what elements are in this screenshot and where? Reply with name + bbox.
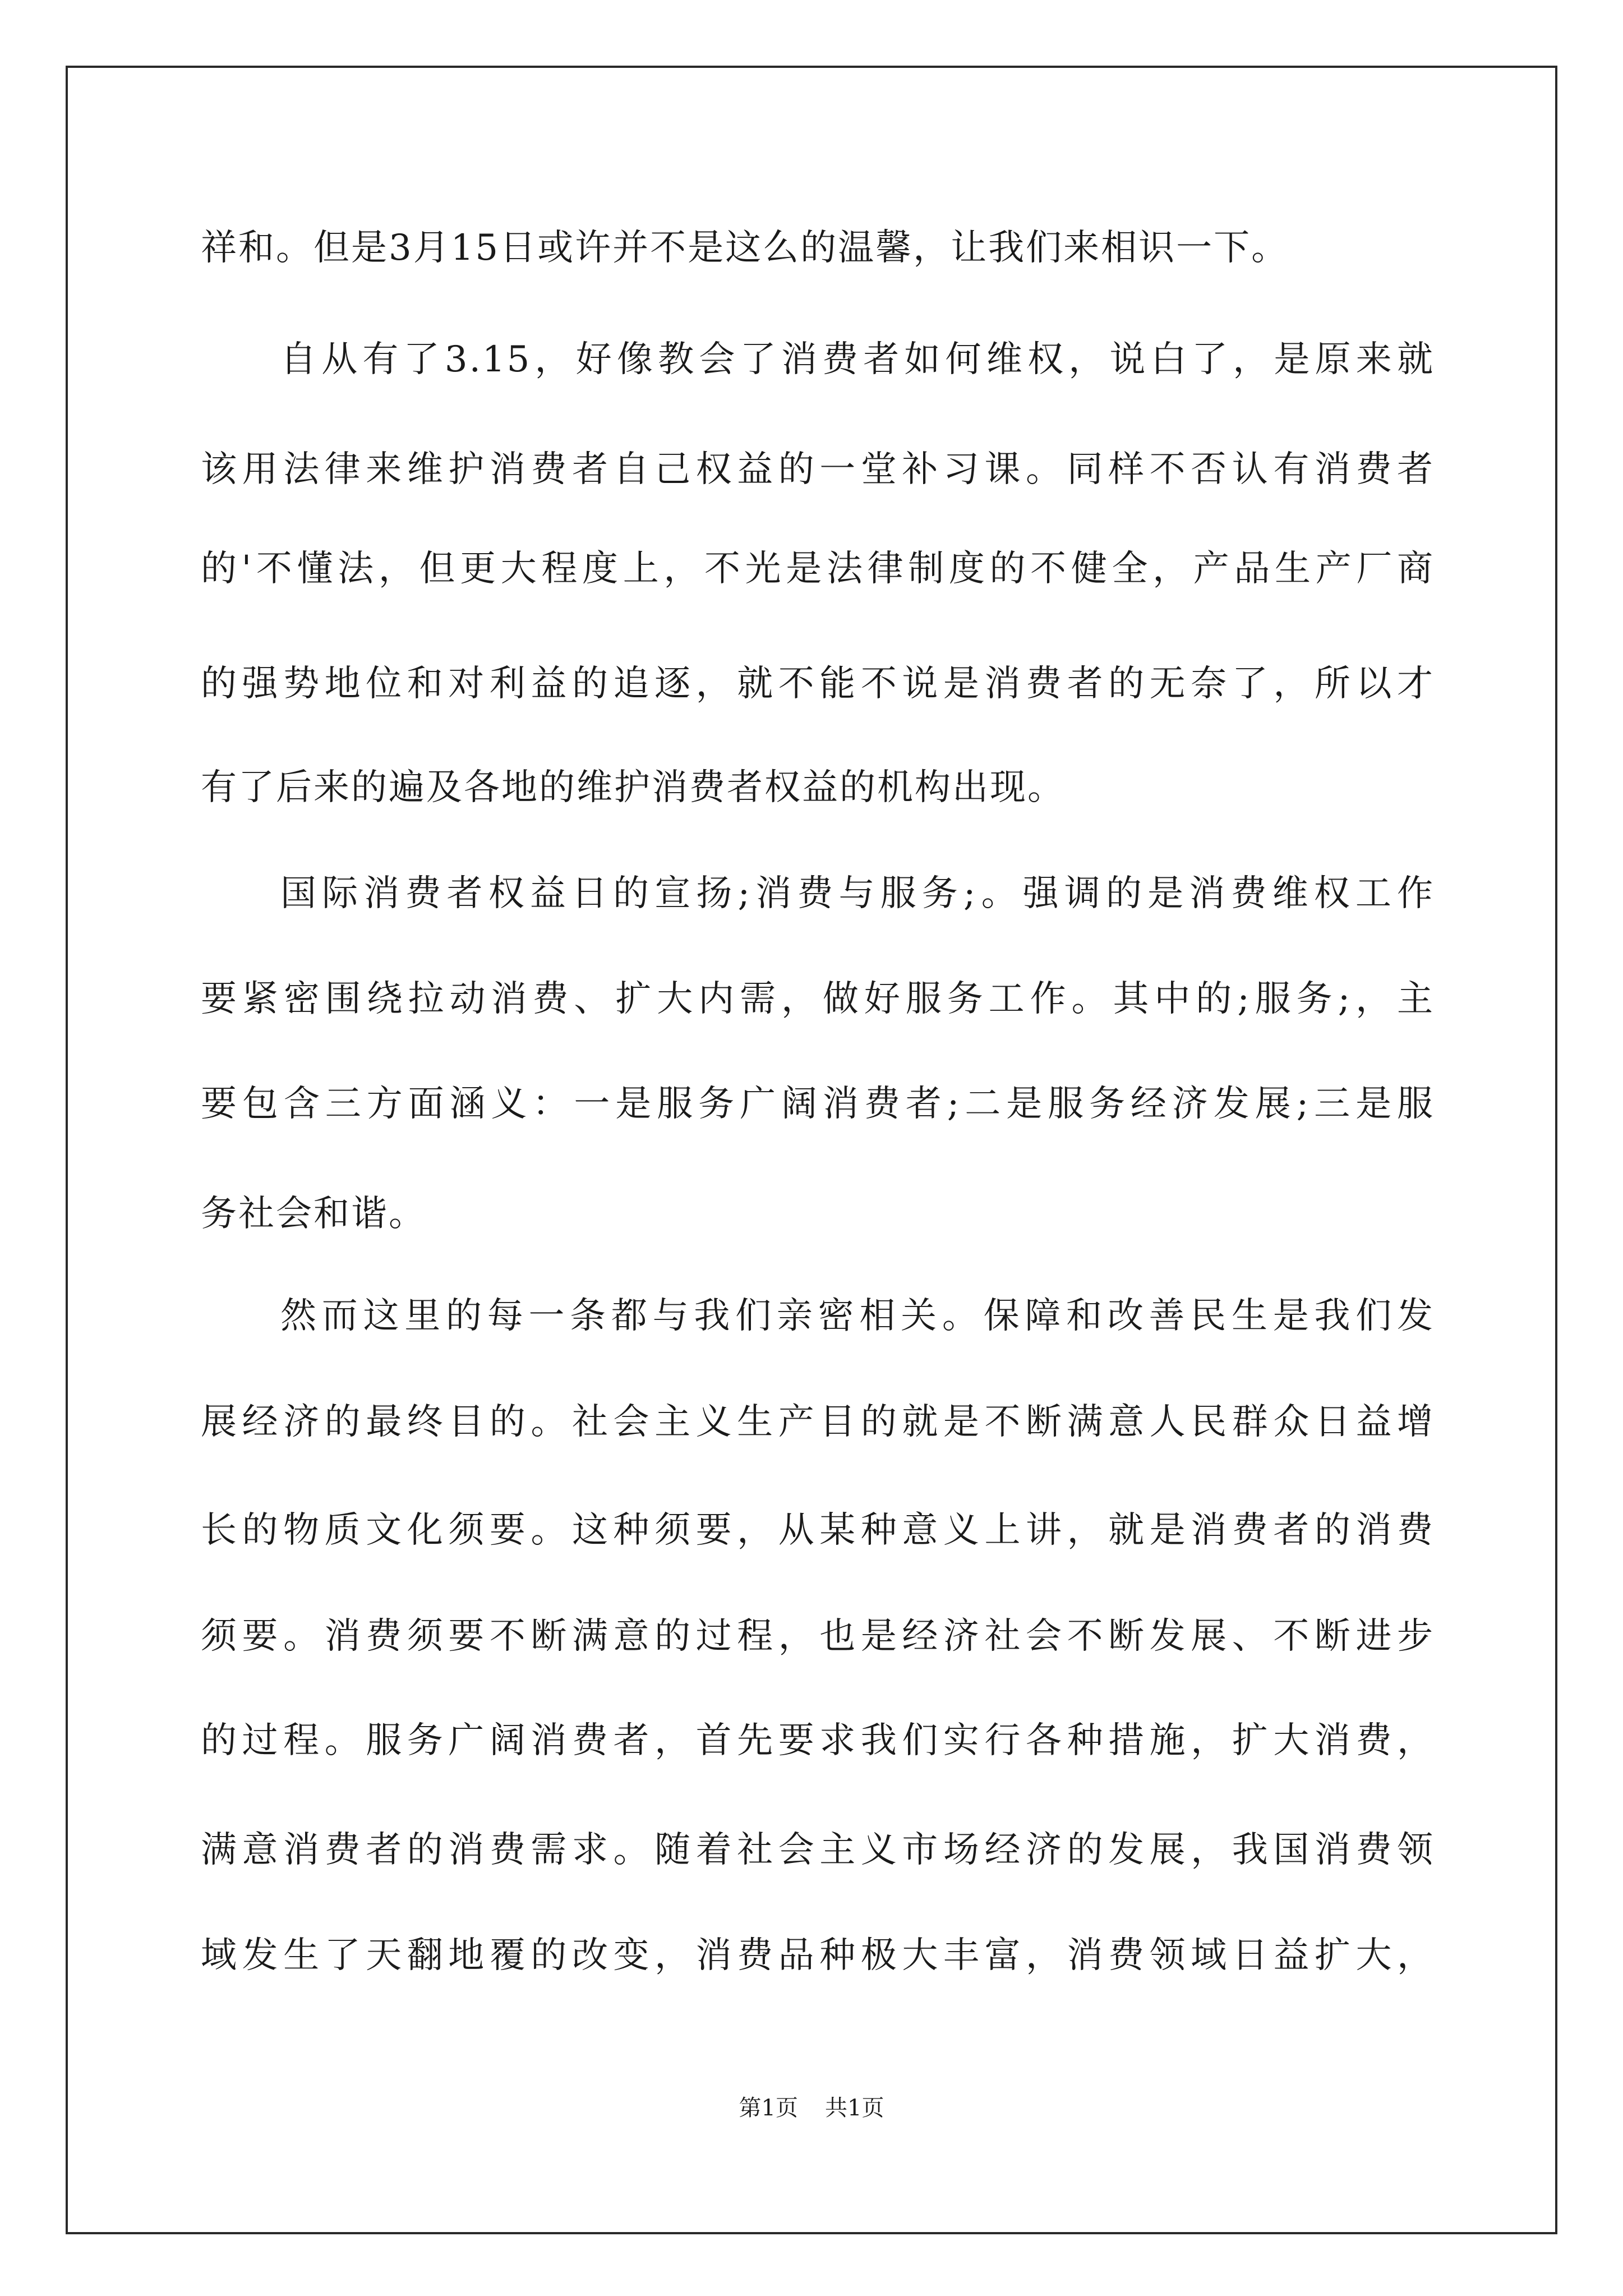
body-text-line: 祥和。但是3月15日或许并不是这么的温馨，让我们来相识一下。 bbox=[201, 227, 1289, 269]
body-text-line: 然而这里的每一条都与我们亲密相关。保障和改善民生是我们发 bbox=[280, 1295, 1435, 1337]
body-text-line: 的强势地位和对利益的追逐，就不能不说是消费者的无奈了，所以才 bbox=[201, 663, 1435, 705]
body-text-line: 要包含三方面涵义：一是服务广阔消费者;二是服务经济发展;三是服 bbox=[201, 1083, 1435, 1125]
body-text-line: 满意消费者的消费需求。随着社会主义市场经济的发展，我国消费领 bbox=[201, 1829, 1435, 1871]
body-text-line: 务社会和谐。 bbox=[201, 1193, 426, 1235]
body-text-line: 域发生了天翻地覆的改变，消费品种极大丰富，消费领域日益扩大， bbox=[201, 1935, 1435, 1976]
page-number-current: 第1页 bbox=[739, 2095, 798, 2121]
page-border bbox=[66, 66, 1557, 2234]
body-text-line: 该用法律来维护消费者自己权益的一堂补习课。同样不否认有消费者 bbox=[201, 449, 1435, 490]
body-text-line: 有了后来的遍及各地的维护消费者权益的机构出现。 bbox=[201, 767, 1065, 808]
body-text-line: 的过程。服务广阔消费者，首先要求我们实行各种措施，扩大消费， bbox=[201, 1720, 1435, 1761]
page-footer bbox=[0, 2094, 1623, 2122]
body-text-line: 国际消费者权益日的宣扬;消费与服务;。强调的是消费维权工作 bbox=[280, 873, 1435, 914]
body-text-line: 长的物质文化须要。这种须要，从某种意义上讲，就是消费者的消费 bbox=[201, 1510, 1435, 1551]
body-text-line: 须要。消费须要不断满意的过程，也是经济社会不断发展、不断进步 bbox=[201, 1616, 1435, 1657]
body-text-line: 自从有了3.15，好像教会了消费者如何维权，说白了，是原来就 bbox=[280, 339, 1435, 380]
page-number-total: 共1页 bbox=[825, 2095, 884, 2121]
body-text-line: 的'不懂法，但更大程度上，不光是法律制度的不健全，产品生产厂商 bbox=[201, 548, 1435, 590]
body-text-line: 要紧密围绕拉动消费、扩大内需，做好服务工作。其中的;服务;，主 bbox=[201, 978, 1435, 1020]
body-text-line: 展经济的最终目的。社会主义生产目的就是不断满意人民群众日益增 bbox=[201, 1401, 1435, 1443]
